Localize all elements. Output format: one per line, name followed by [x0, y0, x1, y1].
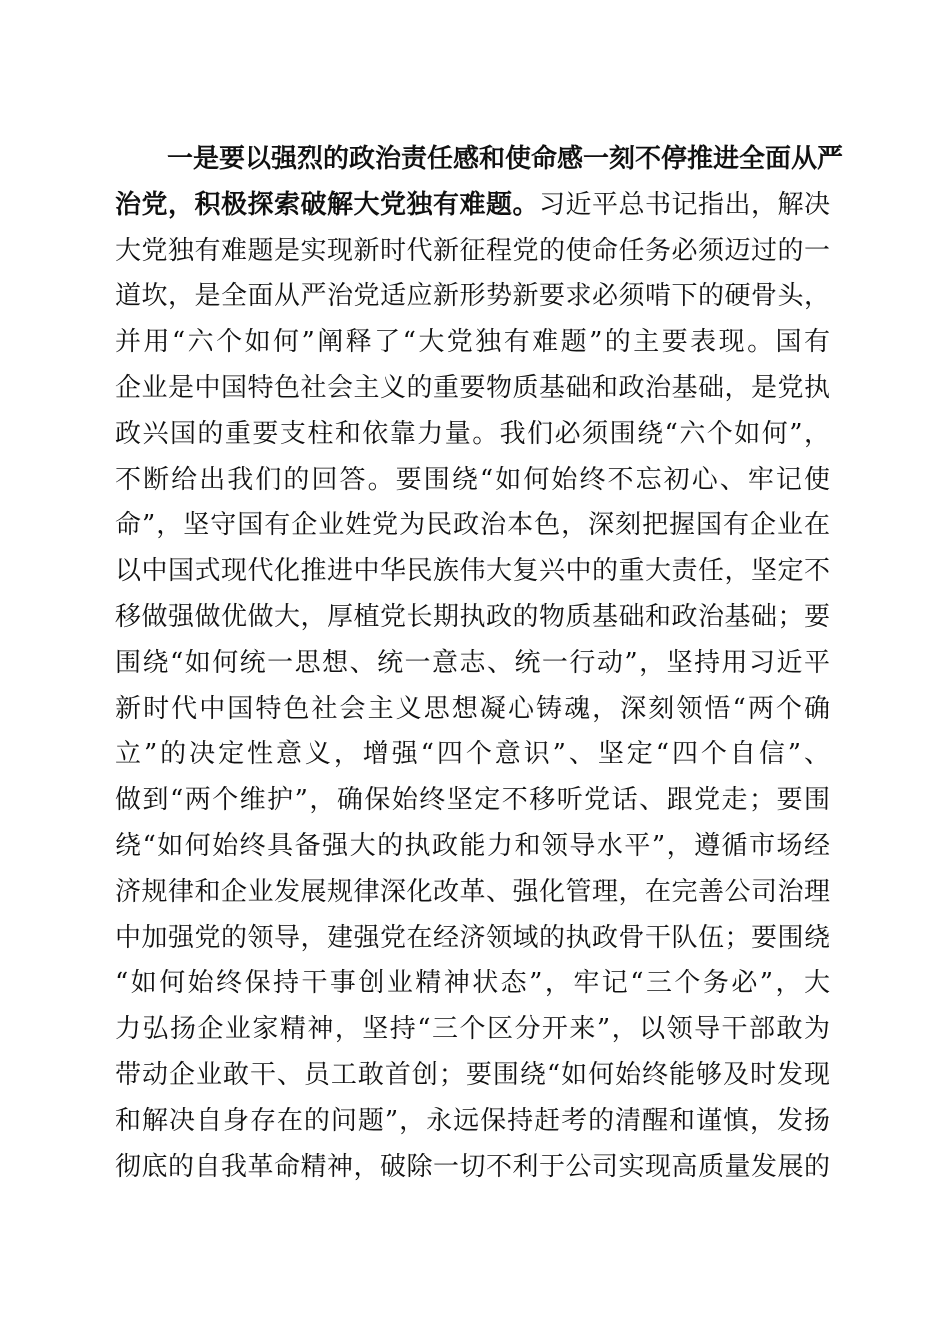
- paragraph-line: 济规律和企业发展规律深化改革、强化管理，在完善公司治理: [115, 876, 830, 907]
- paragraph-line: 绕“如何始终具备强大的执政能力和领导水平”，遵循市场经: [115, 830, 830, 861]
- paragraph-line: 立”的决定性意义，增强“四个意识”、坚定“四个自信”、: [115, 739, 830, 770]
- paragraph-line: 企业是中国特色社会主义的重要物质基础和政治基础，是党执: [115, 372, 830, 403]
- body-paragraph: [115, 137, 844, 1190]
- lead-sentence-part-1: 一是要以强烈的政治责任感和使命感一刻不停推进全面从严: [167, 144, 844, 174]
- paragraph-line-1: [115, 137, 844, 183]
- paragraph-line: 命”，坚守国有企业姓党为民政治本色，深刻把握国有企业在: [115, 510, 830, 541]
- paragraph-line: 以中国式现代化推进中华民族伟大复兴中的重大责任，坚定不: [115, 556, 830, 587]
- paragraph-line: 中加强党的领导，建强党在经济领域的执政骨干队伍；要围绕: [115, 922, 830, 953]
- paragraph-line: 不断给出我们的回答。要围绕“如何始终不忘初心、牢记使: [115, 464, 830, 495]
- paragraph-line: 做到“两个维护”，确保始终坚定不移听党话、跟党走；要围: [115, 785, 830, 816]
- paragraph-line: 新时代中国特色社会主义思想凝心铸魂，深刻领悟“两个确: [115, 693, 830, 724]
- line-2-rest: 习近平总书记指出，解决: [538, 189, 830, 220]
- lead-sentence-part-2: 治党，积极探索破解大党独有难题。: [115, 189, 539, 220]
- paragraph-line: 并用“六个如何”阐释了“大党独有难题”的主要表现。国有: [115, 327, 830, 358]
- paragraph-line: 围绕“如何统一思想、统一意志、统一行动”，坚持用习近平: [115, 647, 830, 678]
- paragraph-line: 大党独有难题是实现新时代新征程党的使命任务必须迈过的一: [115, 235, 830, 266]
- paragraph-line: 力弘扬企业家精神，坚持“三个区分开来”，以领导干部敢为: [115, 1014, 830, 1045]
- paragraph-line-2: [115, 183, 830, 229]
- paragraph-line: 政兴国的重要支柱和依靠力量。我们必须围绕“六个如何”，: [115, 418, 830, 449]
- paragraph-line: 道坎，是全面从严治党适应新形势新要求必须啃下的硬骨头，: [115, 281, 830, 312]
- paragraph-line: 和解决自身存在的问题”，永远保持赶考的清醒和谨慎，发扬: [115, 1105, 830, 1136]
- paragraph-line: 彻底的自我革命精神，破除一切不利于公司实现高质量发展的: [115, 1151, 830, 1182]
- paragraph-line: 移做强做优做大，厚植党长期执政的物质基础和政治基础；要: [115, 601, 830, 632]
- paragraph-line: “如何始终保持干事创业精神状态”，牢记“三个务必”，大: [115, 968, 830, 999]
- paragraph-line: 带动企业敢干、员工敢首创；要围绕“如何始终能够及时发现: [115, 1059, 830, 1090]
